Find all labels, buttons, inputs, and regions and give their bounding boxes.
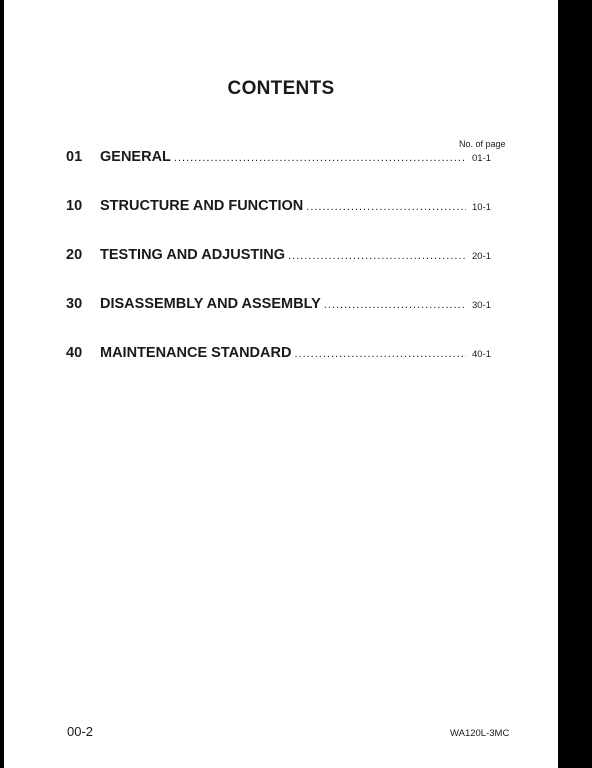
toc-entry-maintenance-standard[interactable] (66, 345, 506, 365)
toc-entry-testing-and-adjusting[interactable] (66, 247, 506, 267)
toc-entry-label: DISASSEMBLY AND ASSEMBLY (100, 296, 321, 312)
toc-entry-label: TESTING AND ADJUSTING (100, 247, 286, 263)
toc-entry-page: 30-1 (472, 300, 492, 311)
toc-entry-page: 20-1 (472, 251, 492, 262)
footer-page-number: 00-2 (67, 724, 94, 739)
toc-entry-disassembly-and-assembly[interactable] (66, 296, 506, 316)
toc-entry-label: STRUCTURE AND FUNCTION (100, 198, 304, 214)
dot-leader (306, 201, 466, 213)
dot-leader (324, 299, 466, 311)
toc-entry-number: 20 (66, 247, 83, 263)
page-column-header: No. of page (459, 139, 506, 149)
toc-entry-page: 10-1 (472, 202, 492, 213)
document-page (4, 0, 558, 768)
toc-entry-page: 40-1 (472, 349, 492, 360)
toc-entry-label: GENERAL (100, 149, 171, 165)
toc-entry-label: MAINTENANCE STANDARD (100, 345, 292, 361)
toc-entry-number: 10 (66, 198, 83, 214)
toc-entry-page: 01-1 (472, 153, 492, 164)
dot-leader (288, 250, 466, 262)
toc-entry-number: 30 (66, 296, 83, 312)
toc-entry-structure-and-function[interactable] (66, 198, 506, 218)
toc-entry-number: 01 (66, 149, 83, 165)
toc-entry-number: 40 (66, 345, 83, 361)
dot-leader (174, 152, 466, 164)
footer-model: WA120L-3MC (450, 728, 510, 739)
page-title: CONTENTS (227, 78, 335, 99)
dot-leader (294, 348, 466, 360)
toc-entry-general[interactable] (66, 149, 506, 169)
